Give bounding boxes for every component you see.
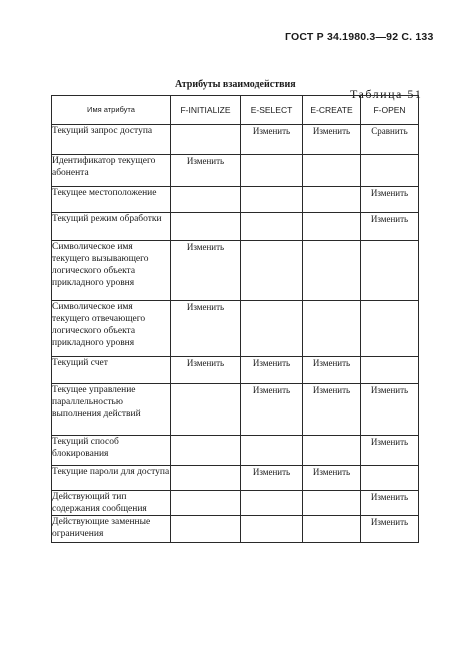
operation-cell: Изменить [303, 466, 361, 491]
operation-cell [241, 155, 303, 187]
table-row [52, 491, 419, 516]
operation-cell [241, 491, 303, 516]
table-row [52, 125, 419, 155]
attributes-table [51, 95, 419, 543]
page-header: ГОСТ Р 34.1980.3—92 С. 133 [285, 31, 434, 43]
table-row [52, 187, 419, 213]
column-header-f-open: F-OPEN [361, 96, 419, 125]
table-row [52, 516, 419, 543]
attribute-name-cell: Текущее местоположение [52, 187, 171, 213]
operation-cell [171, 491, 241, 516]
operation-cell: Изменить [303, 384, 361, 436]
operation-cell [171, 125, 241, 155]
attribute-name-cell: Символическое имя текущего вызывающего логического объекта прикладного уровня [52, 241, 171, 301]
operation-cell [241, 187, 303, 213]
operation-cell: Изменить [361, 516, 419, 543]
operation-cell [361, 241, 419, 301]
operation-cell: Изменить [241, 357, 303, 384]
attribute-name-cell: Текущее управление параллельностью выполнения действий [52, 384, 171, 436]
operation-cell: Сравнить [361, 125, 419, 155]
operation-cell [241, 436, 303, 466]
operation-cell [171, 466, 241, 491]
operation-cell: Изменить [171, 301, 241, 357]
table-row [52, 213, 419, 241]
operation-cell: Изменить [361, 436, 419, 466]
operation-cell [303, 301, 361, 357]
operation-cell [241, 516, 303, 543]
operation-cell: Изменить [361, 491, 419, 516]
operation-cell: Изменить [241, 466, 303, 491]
attribute-name-cell: Текущий режим обработки [52, 213, 171, 241]
operation-cell: Изменить [303, 125, 361, 155]
operation-cell [361, 301, 419, 357]
operation-cell: Изменить [171, 241, 241, 301]
column-header-e-select: E-SELECT [241, 96, 303, 125]
operation-cell [303, 491, 361, 516]
operation-cell [241, 213, 303, 241]
operation-cell [171, 384, 241, 436]
operation-cell [361, 357, 419, 384]
operation-cell: Изменить [171, 155, 241, 187]
operation-cell [303, 213, 361, 241]
operation-cell: Изменить [361, 187, 419, 213]
table-row [52, 155, 419, 187]
attribute-name-cell: Идентификатор текущего абонента [52, 155, 171, 187]
operation-cell [303, 155, 361, 187]
attribute-name-cell: Текущий способ блокирования [52, 436, 171, 466]
attribute-name-cell: Действующий тип содержания сообщения [52, 491, 171, 516]
operation-cell: Изменить [303, 357, 361, 384]
operation-cell [303, 436, 361, 466]
attribute-name-cell: Действующие заменные ограничения [52, 516, 171, 543]
operation-cell: Изменить [171, 357, 241, 384]
operation-cell [241, 301, 303, 357]
column-header-attribute-name: Имя атрибута [52, 96, 171, 125]
operation-cell [361, 155, 419, 187]
table-row [52, 241, 419, 301]
operation-cell [241, 241, 303, 301]
column-header-f-initialize: F-INITIALIZE [171, 96, 241, 125]
column-header-e-create: E-CREATE [303, 96, 361, 125]
operation-cell: Изменить [241, 384, 303, 436]
table-header-row [52, 96, 419, 125]
operation-cell [171, 436, 241, 466]
table-number: Таблица 51 [350, 87, 423, 101]
operation-cell: Изменить [361, 384, 419, 436]
operation-cell [171, 187, 241, 213]
table-row [52, 466, 419, 491]
attribute-name-cell: Текущие пароли для доступа [52, 466, 171, 491]
table-row [52, 436, 419, 466]
attribute-name-cell: Текущий счет [52, 357, 171, 384]
table-row [52, 357, 419, 384]
operation-cell [361, 466, 419, 491]
operation-cell: Изменить [361, 213, 419, 241]
attribute-name-cell: Текущий запрос доступа [52, 125, 171, 155]
attribute-name-cell: Символическое имя текущего отвечающего логического объекта прикладного уровня [52, 301, 171, 357]
table-row [52, 384, 419, 436]
operation-cell [171, 213, 241, 241]
table-title: Атрибуты взаимодействия [175, 79, 296, 90]
operation-cell [303, 187, 361, 213]
operation-cell [303, 516, 361, 543]
table-body [52, 125, 419, 543]
operation-cell: Изменить [241, 125, 303, 155]
table-row [52, 301, 419, 357]
operation-cell [171, 516, 241, 543]
operation-cell [303, 241, 361, 301]
